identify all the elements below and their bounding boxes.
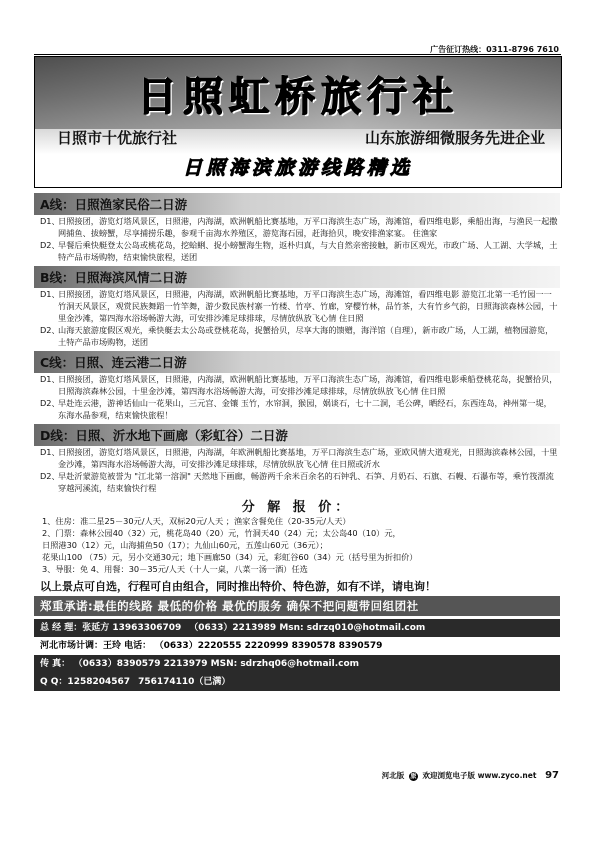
routes-heading: 日照海滨旅游线路精选 — [182, 157, 413, 179]
day-text: 早赴连云港，游神话仙山一花果山，三元宫、金镶 玉竹，水帘洞，猴园，娲谈石，七十二洞，毛公碑，晒经石，东西连岛，神州第一堤，东海水晶参观，结束愉快旅程！ — [58, 398, 552, 420]
day-item — [34, 397, 560, 421]
day-text: 早餐后乘快艇登太公岛或桃花岛，挖蛤蜊、捉小螃蟹海生物，返朴归真，与大自然亲密接触，新市区观光，市政广场、人工湖、大学城，土特产品市场购物，结束愉快旅程，送团 — [58, 240, 558, 262]
contact-row-qq — [34, 673, 560, 691]
route-c — [34, 351, 560, 421]
page-number: 97 — [545, 770, 559, 781]
contact-label: 传 真： — [40, 659, 71, 669]
contact-label: 总 经 理：张延方 13963306709 — [40, 623, 182, 633]
route-d — [34, 424, 560, 494]
day-label: D2、 — [40, 240, 60, 250]
day-item — [34, 446, 560, 470]
day-label: D1、 — [40, 447, 60, 457]
day-text: 日照接团，游览灯塔风景区，日照港，内海湖，欧洲帆船比赛基地，万平口海滨生态广场，海滩馆，看四维电影，乘船出海，与渔民一起撒网捕鱼、拔螃蟹，尽享捕捞乐趣，参观千亩海水养殖区，游览海石园，赶海拾贝，晚安排渔家宴。 住渔家 — [58, 216, 558, 238]
contact-row-hebei — [34, 637, 560, 655]
day-text: 日照接团，游览灯塔风景区，日照港，内海湖，欧洲帆船比赛基地，万平口海滨生态广场，海滩馆，看四维电影 游览江北第一毛竹园一一竹洞天风景区，观赏民族舞蹈一竹竿舞，游少数民族村寨一竹楼、竹亭、竹廊，穿樱竹林，品竹茶，大有竹乡气韵，日照海滨森林公园，十里金沙滩，第四海水浴场畅游大海，可安排沙滩足球排球，尽情放纵放飞心情 住日照 — [58, 289, 558, 323]
price-line: 1、住房：准二星25－30元/人天，双标20元/人天 ；渔家含餐免住（20-35元/人天） — [42, 516, 351, 526]
contact-value: （0633）2213989 Msn: sdrzq010@hotmail.com — [189, 623, 426, 633]
price-line: 花果山100 （75）元，另小交通30元；地下画廊50（34）元，彩虹谷60（34）元（括号里为折扣价） — [42, 552, 418, 562]
agency-name: 日照虹桥旅行社 — [137, 74, 459, 120]
day-text: 山海天旅游度假区观光，乘快艇去太公岛或登桃花岛，捉蟹拾贝，尽享大海的馈赠，海洋馆（自理），新市政广场，人工湖，植物园游览，土特产品市场购物，送团 — [58, 325, 554, 347]
day-item — [34, 288, 560, 324]
day-label: D1、 — [40, 289, 60, 299]
day-text: 日照接团，游览灯塔风景区，日照港，内海湖，年欧洲帆船比赛基地，万平口海滨生态广场，亚欧风情大道观光，日照海滨森林公园，十里金沙滩，第四海水浴场畅游大海，可安排沙滩足球排球，尽情放纵放飞心情 住日照或沂水 — [58, 447, 558, 469]
service-promise: 郑重承诺:最佳的线路 最低的价格 最优的服务 确保不把问题带回组团社 — [34, 596, 560, 616]
agency-banner — [34, 56, 562, 188]
day-item — [34, 239, 560, 263]
magazine-logo-icon: 旅 — [410, 773, 417, 780]
contact-value: （0633）8390579 2213979 MSN: sdrzhq06@hotmail.com — [78, 659, 360, 669]
contact-label: 河北市场计调：王玲 电话： — [40, 641, 152, 651]
day-label: D2、 — [40, 471, 60, 481]
route-b — [34, 266, 560, 348]
edition-label: 河北版 — [381, 771, 405, 780]
price-line: 日照港30（12）元，山海捕鱼50（17）；九仙山60元，五莲山60元（36元）； — [42, 540, 328, 550]
price-breakdown-title: 分 解 报 价： — [241, 500, 353, 515]
day-text: 早赴沂蒙游览被誉为 "江北第一溶洞" 天然地下画廊，畅游两千余米百余名的石钟乳、石笋、月奶石、石旗、石幔、石瀑布等，乘竹筏漂流穿越河溪流，结束愉快行程 — [58, 471, 554, 493]
award-left: 日照市十优旅行社 — [57, 129, 178, 147]
day-text: 日照接团，游览灯塔风景区，日照港，内海湖，欧洲帆船比赛基地，万平口海滨生态广场，海滩馆，看四维电影乘船登桃花岛，捉蟹拾贝，日照海滨森林公园，十里金沙滩，第四海水浴场畅游大海，可安排沙滩足球排球，尽情放纵放飞心情 住日照 — [58, 374, 558, 396]
footer-site[interactable]: 欢迎浏览电子版 www.zyco.net — [422, 771, 537, 780]
route-header: A线：日照渔家民俗二日游 — [34, 193, 560, 215]
day-item — [34, 470, 560, 494]
contact-row-fax — [34, 655, 560, 673]
contact-block — [34, 619, 560, 691]
day-item — [34, 324, 560, 348]
day-label: D2、 — [40, 398, 60, 408]
award-right: 山东旅游细微服务先进企业 — [364, 129, 545, 147]
contact-value: 756174110（已满） — [138, 677, 231, 687]
route-header: B线：日照海滨风情二日游 — [34, 266, 560, 288]
route-a — [34, 193, 560, 263]
contact-value: （0633）2220555 2220999 8390578 8390579 — [159, 641, 383, 651]
main-content — [34, 190, 560, 691]
header-rule — [34, 54, 561, 55]
contact-label: Q Q：1258204567 — [40, 677, 131, 687]
route-header: C线：日照、连云港二日游 — [34, 351, 560, 373]
day-item — [34, 215, 560, 239]
ad-hotline: 广告征订热线：0311-8796 7610 — [430, 45, 559, 54]
day-label: D2、 — [40, 325, 60, 335]
page-footer — [382, 770, 559, 781]
day-label: D1、 — [40, 374, 60, 384]
combo-note: 以上景点可自选，行程可自由组合，同时推出特价、特色游，如有不详，请电询！ — [40, 580, 436, 593]
price-line: 3、导服：免 4、用餐：30－35元/人天（十人一桌，八菜一汤一酒）任选 — [42, 564, 308, 574]
price-breakdown — [34, 515, 560, 575]
day-item — [34, 373, 560, 397]
route-header: D线：日照、沂水地下画廊（彩虹谷）二日游 — [34, 424, 560, 446]
contact-row-manager — [34, 619, 560, 637]
price-line: 2、门票：森林公园40（32）元，桃花岛40（20）元，竹洞天40（24）元；太公岛40（10）元， — [42, 528, 401, 538]
day-label: D1、 — [40, 216, 60, 226]
